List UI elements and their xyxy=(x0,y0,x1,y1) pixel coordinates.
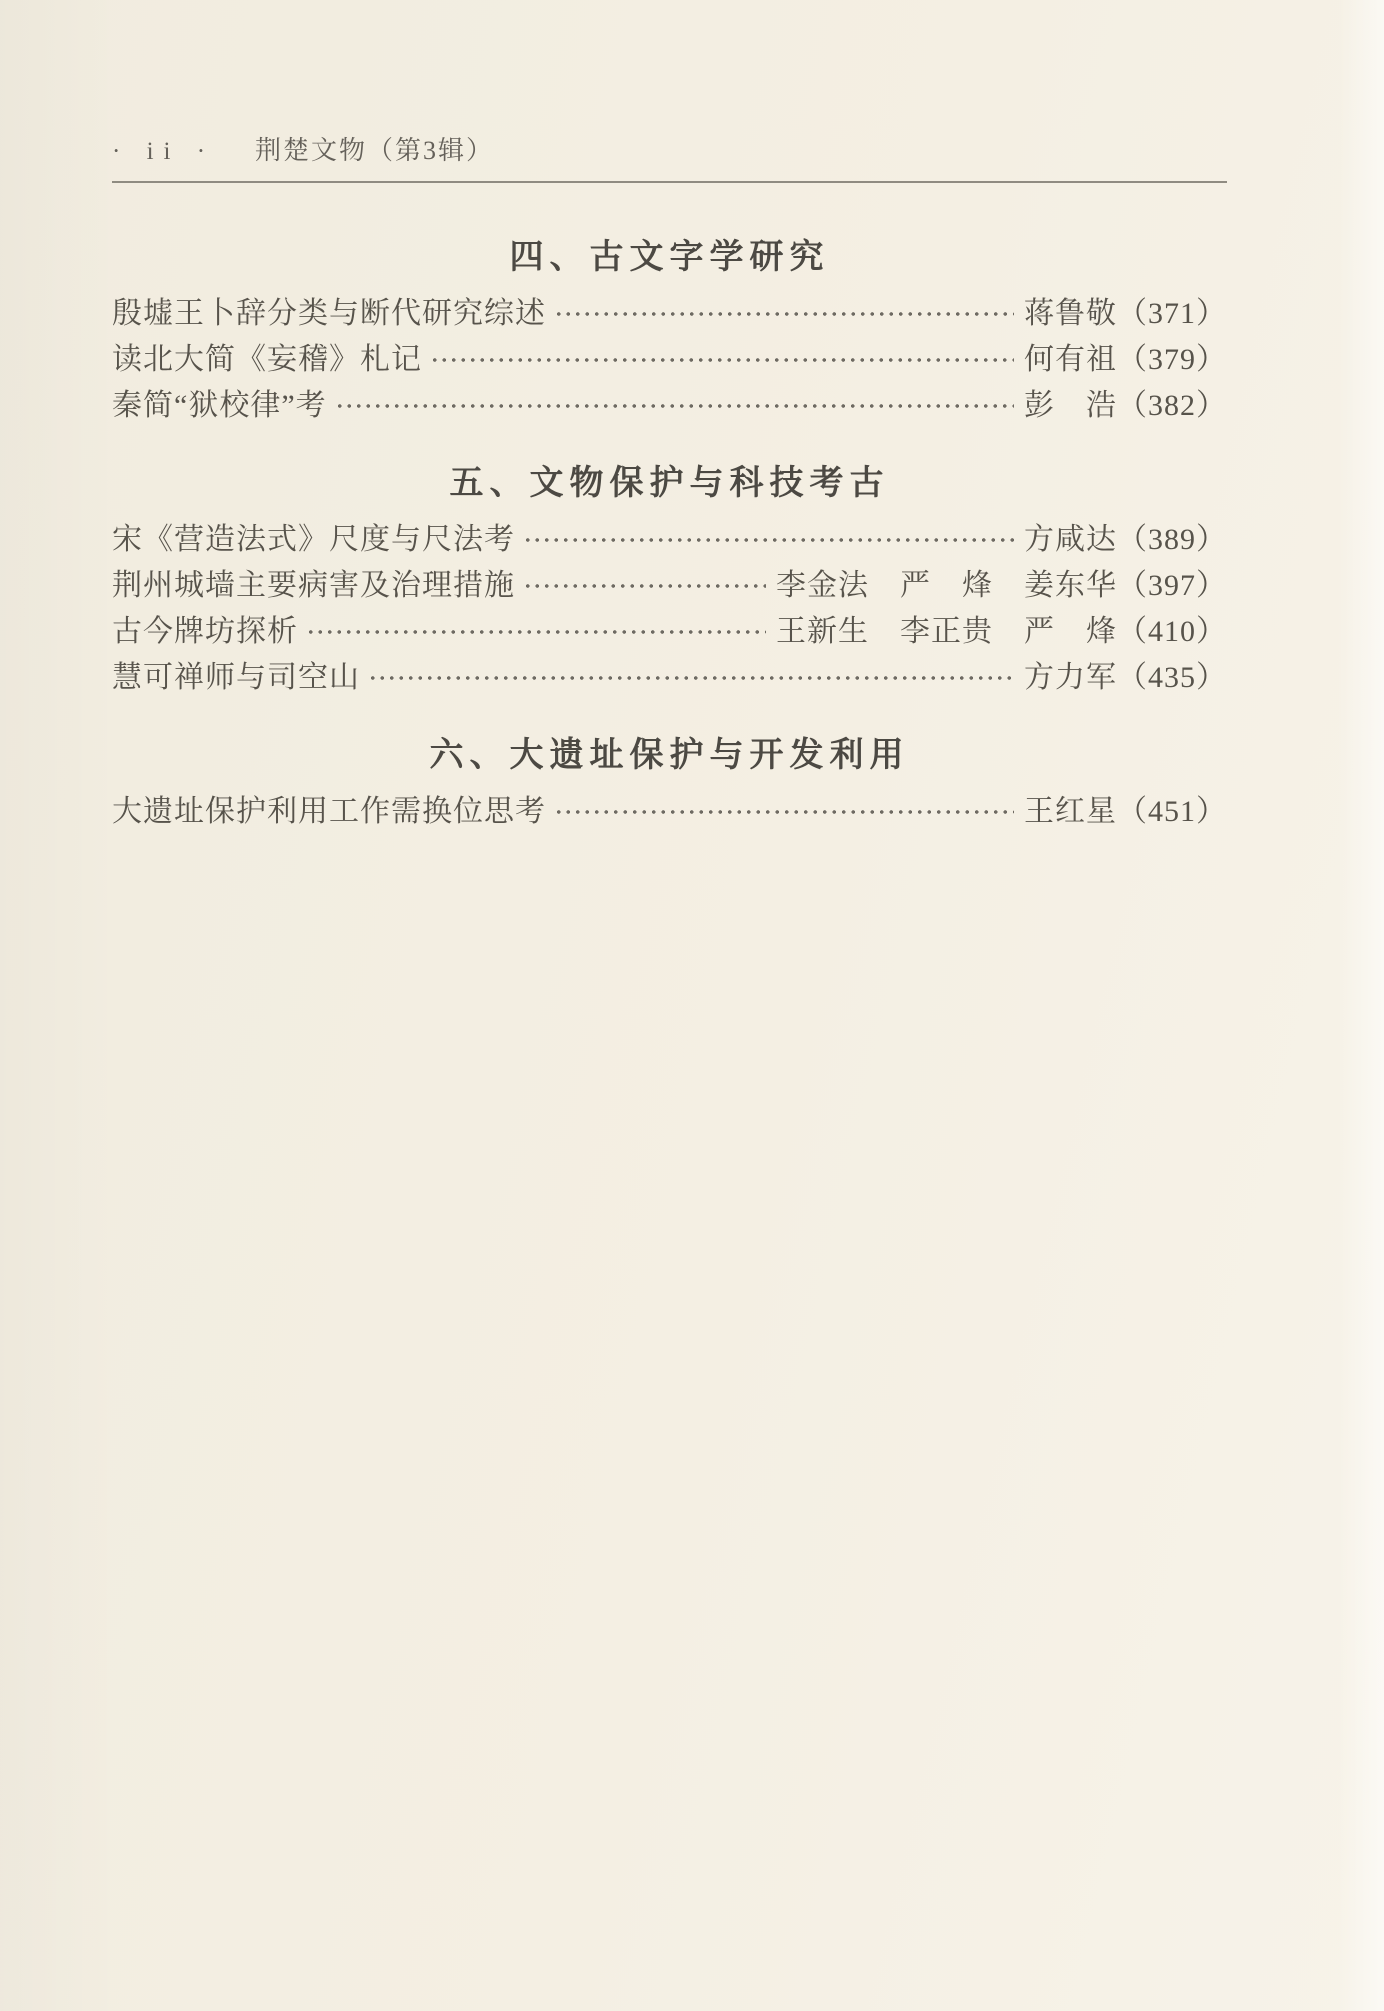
book-title: 荆楚文物（第3辑） xyxy=(255,136,495,165)
section-heading: 四、古文字学研究 xyxy=(509,238,830,276)
page-content xyxy=(112,0,1227,835)
toc-entry xyxy=(112,655,1227,701)
dot-leader xyxy=(552,789,1014,835)
dot-leader xyxy=(304,609,766,655)
entry-page: （451） xyxy=(1117,795,1227,828)
dot-leader xyxy=(333,383,1014,429)
entry-title: 殷墟王卜辞分类与断代研究综述 xyxy=(112,297,546,330)
toc-entry xyxy=(112,609,1227,655)
header-rule xyxy=(112,181,1227,183)
entry-list xyxy=(112,517,1227,701)
toc-entry xyxy=(112,291,1227,337)
entry-authors: 方力军 xyxy=(1024,661,1117,694)
toc-section xyxy=(112,235,1227,429)
toc-entry xyxy=(112,789,1227,835)
entry-title: 宋《营造法式》尺度与尺法考 xyxy=(112,523,515,556)
entry-page: （435） xyxy=(1117,661,1227,694)
toc-entry xyxy=(112,563,1227,609)
entry-authors: 王红星 xyxy=(1024,795,1117,828)
toc-section xyxy=(112,733,1227,835)
entry-authors: 蒋鲁敬 xyxy=(1024,297,1117,330)
entry-authors: 何有祖 xyxy=(1024,343,1117,376)
entry-authors: 彭 浩 xyxy=(1024,389,1117,422)
entry-authors: 李金法 严 烽 姜东华 xyxy=(776,569,1117,602)
running-head xyxy=(112,0,1227,167)
entry-list xyxy=(112,291,1227,429)
section-heading: 六、大遗址保护与开发利用 xyxy=(429,736,910,774)
dot-leader xyxy=(521,563,766,609)
entry-page: （389） xyxy=(1117,523,1227,556)
dot-leader xyxy=(552,291,1014,337)
entry-title: 秦简“狱校律”考 xyxy=(112,389,327,422)
scan-edge-highlight xyxy=(1338,0,1384,2011)
entry-page: （371） xyxy=(1117,297,1227,330)
toc-entry xyxy=(112,383,1227,429)
dot-leader xyxy=(366,655,1014,701)
entry-page: （382） xyxy=(1117,389,1227,422)
dot-leader xyxy=(428,337,1014,383)
section-heading: 五、文物保护与科技考古 xyxy=(449,464,890,502)
toc-entry xyxy=(112,337,1227,383)
entry-authors: 方咸达 xyxy=(1024,523,1117,556)
entry-list xyxy=(112,789,1227,835)
entry-title: 古今牌坊探析 xyxy=(112,615,298,648)
entry-authors: 王新生 李正贵 严 烽 xyxy=(776,615,1117,648)
entry-page: （397） xyxy=(1117,569,1227,602)
entry-page: （379） xyxy=(1117,343,1227,376)
page-number-marker: · ii · xyxy=(112,138,216,165)
toc-entry xyxy=(112,517,1227,563)
entry-title: 荆州城墙主要病害及治理措施 xyxy=(112,569,515,602)
entry-title: 大遗址保护利用工作需换位思考 xyxy=(112,795,546,828)
dot-leader xyxy=(521,517,1014,563)
toc-section xyxy=(112,461,1227,701)
entry-page: （410） xyxy=(1117,615,1227,648)
entry-title: 读北大简《妄稽》札记 xyxy=(112,343,422,376)
sections xyxy=(112,235,1227,835)
entry-title: 慧可禅师与司空山 xyxy=(112,661,360,694)
